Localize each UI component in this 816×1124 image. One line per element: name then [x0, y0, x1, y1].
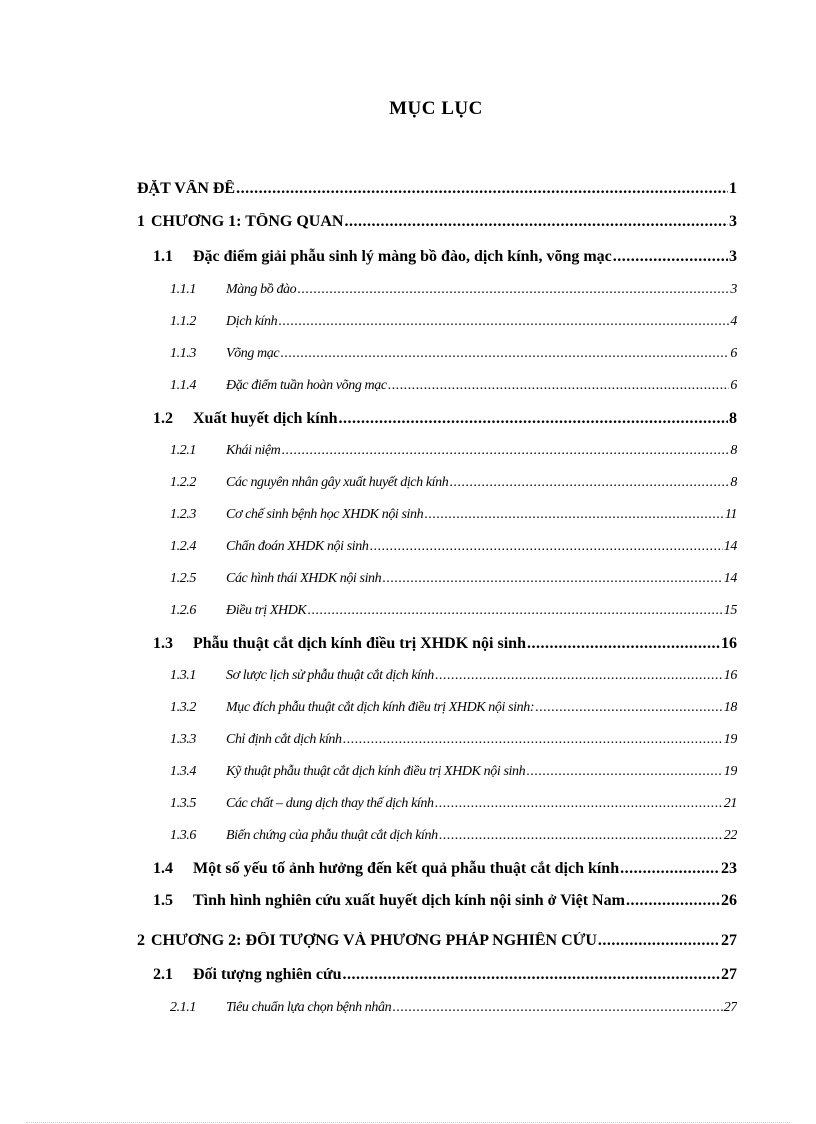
- toc-entry[interactable]: [170, 539, 737, 561]
- toc-entry-title: Màng bồ đào: [226, 282, 297, 297]
- toc-entry-number: 2.1: [153, 966, 173, 983]
- toc-page-number: 6: [730, 378, 737, 393]
- dot-leader: [626, 892, 720, 910]
- toc-entry-number: 1.3.2: [170, 700, 197, 715]
- toc-entry[interactable]: [170, 700, 737, 722]
- toc-page-number: 21: [723, 796, 737, 811]
- toc-entry[interactable]: [137, 180, 737, 202]
- toc-entry-number: 1.1: [153, 248, 173, 265]
- toc-entry-title: Tình hình nghiên cứu xuất huyết dịch kính nội sinh ở Việt Nam: [193, 892, 625, 909]
- toc-entry-title: Phẫu thuật cắt dịch kính điều trị XHDK nội sinh: [193, 635, 526, 652]
- toc-page-number: 6: [730, 346, 737, 361]
- toc-entry-number: 2.1.1: [170, 1000, 197, 1015]
- toc-page-number: 14: [723, 571, 737, 586]
- toc-entry[interactable]: [170, 764, 737, 786]
- toc-entry[interactable]: [170, 443, 737, 465]
- dot-leader: [297, 282, 729, 298]
- toc-page-number: 26: [721, 892, 737, 909]
- toc-entry-title: Võng mạc: [226, 346, 280, 361]
- toc-entry-title: Biến chứng của phẫu thuật cắt dịch kính: [226, 828, 438, 843]
- toc-entry-number: 1.3: [153, 635, 173, 652]
- dot-leader: [382, 571, 723, 587]
- toc-page-number: 4: [730, 314, 737, 329]
- toc-entry[interactable]: [170, 1000, 737, 1022]
- toc-entry[interactable]: [170, 732, 737, 754]
- toc-page-number: 27: [723, 1000, 737, 1015]
- toc-entry-title: Dịch kính: [226, 314, 278, 329]
- toc-entry-number: 1: [137, 213, 145, 230]
- toc-entry-title: Sơ lược lịch sử phẫu thuật cắt dịch kính: [226, 668, 434, 683]
- toc-entry[interactable]: [153, 966, 737, 988]
- toc-entry-number: 1.3.4: [170, 764, 197, 779]
- toc-entry-number: 1.2.6: [170, 603, 197, 618]
- toc-entry-number: 1.2.5: [170, 571, 197, 586]
- toc-entry-number: 1.1.1: [170, 282, 197, 297]
- toc-page-number: 11: [724, 507, 737, 522]
- toc-entry-number: 1.2.2: [170, 475, 197, 490]
- dot-leader: [236, 180, 728, 198]
- toc-entry-number: 1.3.5: [170, 796, 197, 811]
- toc-entry-number: 1.1.2: [170, 314, 197, 329]
- toc-entry-title: CHƯƠNG 1: TỔNG QUAN: [151, 213, 344, 230]
- toc-entry-title: Các nguyên nhân gây xuất huyết dịch kính: [226, 475, 449, 490]
- toc-page-number: 14: [723, 539, 737, 554]
- toc-entry-title: Điều trị XHDK: [226, 603, 307, 618]
- toc-entry[interactable]: [153, 410, 737, 432]
- toc-entry[interactable]: [153, 248, 737, 270]
- toc-entry[interactable]: [170, 282, 737, 304]
- toc-entry-number: 1.4: [153, 860, 173, 877]
- dot-leader: [392, 1000, 723, 1016]
- toc-page-number: 27: [721, 966, 737, 983]
- toc-entry-number: 1.2.4: [170, 539, 197, 554]
- toc-entry[interactable]: [170, 314, 737, 336]
- toc-page-number: 3: [729, 213, 737, 230]
- toc-entry-number: 2: [137, 932, 145, 949]
- toc-entry-title: Mục đích phẫu thuật cắt dịch kính điều trị XHDK nội sinh:: [226, 700, 535, 715]
- toc-entry-title: ĐẶT VẤN ĐỀ: [137, 180, 236, 197]
- toc-page-number: 22: [723, 828, 737, 843]
- toc-entry[interactable]: [153, 860, 737, 882]
- toc-entry[interactable]: [153, 892, 737, 914]
- toc-entry[interactable]: [137, 213, 737, 235]
- toc-entry-number: 1.5: [153, 892, 173, 909]
- page-title: MỤC LỤC: [389, 98, 483, 119]
- dot-leader: [343, 966, 720, 984]
- dot-leader: [280, 346, 729, 362]
- toc-entry-number: 1.1.3: [170, 346, 197, 361]
- toc-entry-title: Cơ chế sinh bệnh học XHDK nội sinh: [226, 507, 424, 522]
- toc-page-number: 18: [723, 700, 737, 715]
- toc-entry-number: 1.1.4: [170, 378, 197, 393]
- dot-leader: [535, 700, 723, 716]
- toc-entry-number: 1.2.3: [170, 507, 197, 522]
- toc-entry-title: Khái niệm: [226, 443, 281, 458]
- toc-entry[interactable]: [170, 796, 737, 818]
- toc-page-number: 27: [721, 932, 737, 949]
- toc-page-number: 23: [721, 860, 737, 877]
- toc-entry[interactable]: [170, 507, 737, 529]
- toc-entry-title: Các hình thái XHDK nội sinh: [226, 571, 382, 586]
- toc-entry[interactable]: [170, 346, 737, 368]
- toc-entry-title: Chỉ định cắt dịch kính: [226, 732, 342, 747]
- toc-page-number: 16: [721, 635, 737, 652]
- toc-entry-number: 1.2: [153, 410, 173, 427]
- dot-leader: [424, 507, 724, 523]
- toc-page-number: 8: [730, 475, 737, 490]
- dot-leader: [598, 932, 720, 950]
- dot-leader: [307, 603, 722, 619]
- toc-entry-title: Các chất – dung dịch thay thế dịch kính: [226, 796, 434, 811]
- toc-page-number: 8: [730, 443, 737, 458]
- toc-page-number: 3: [729, 248, 737, 265]
- dot-leader: [369, 539, 722, 555]
- dot-leader: [344, 213, 728, 231]
- toc-entry-title: Một số yếu tố ảnh hưởng đến kết quả phẫu thuật cắt dịch kính: [193, 860, 620, 877]
- dot-leader: [527, 635, 720, 653]
- toc-page-number: 19: [723, 732, 737, 747]
- toc-entry-number: 1.3.1: [170, 668, 197, 683]
- dot-leader: [343, 732, 723, 748]
- dot-leader: [613, 248, 728, 266]
- toc-entry[interactable]: [170, 668, 737, 690]
- toc-entry-title: Chẩn đoán XHDK nội sinh: [226, 539, 369, 554]
- dot-leader: [388, 378, 730, 394]
- toc-page-number: 3: [730, 282, 737, 297]
- toc-entry-title: Kỹ thuật phẫu thuật cắt dịch kính điều trị XHDK nội sinh: [226, 764, 526, 779]
- dot-leader: [281, 443, 729, 459]
- toc-entry-number: 1.2.1: [170, 443, 197, 458]
- toc-entry-title: Đặc điểm giải phẫu sinh lý màng bồ đào, dịch kính, võng mạc: [193, 248, 612, 265]
- toc-entry-title: Đặc điểm tuần hoàn võng mạc: [226, 378, 387, 393]
- dot-leader: [526, 764, 723, 780]
- toc-entry[interactable]: [170, 378, 737, 400]
- dot-leader: [339, 410, 729, 428]
- toc-entry-title: Tiêu chuẩn lựa chọn bệnh nhân: [226, 1000, 392, 1015]
- toc-entry[interactable]: [170, 571, 737, 593]
- toc-entry-title: CHƯƠNG 2: ĐỐI TƯỢNG VÀ PHƯƠNG PHÁP NGHIÊN CỨU: [151, 932, 597, 949]
- toc-entry[interactable]: [170, 475, 737, 497]
- toc-page-number: 8: [729, 410, 737, 427]
- toc-entry[interactable]: [170, 603, 737, 625]
- toc-entry[interactable]: [153, 635, 737, 657]
- toc-entry-number: 1.3.6: [170, 828, 197, 843]
- dot-leader: [435, 796, 723, 812]
- dot-leader: [278, 314, 729, 330]
- toc-entry[interactable]: [137, 932, 737, 954]
- toc-entry-title: Xuất huyết dịch kính: [193, 410, 338, 427]
- toc-page-number: 1: [729, 180, 737, 197]
- dot-leader: [449, 475, 729, 491]
- toc-page-number: 19: [723, 764, 737, 779]
- toc-entry[interactable]: [170, 828, 737, 850]
- dot-leader: [439, 828, 723, 844]
- toc-page-number: 15: [723, 603, 737, 618]
- dot-leader: [435, 668, 723, 684]
- toc-entry-number: 1.3.3: [170, 732, 197, 747]
- toc-entry-title: Đối tượng nghiên cứu: [193, 966, 342, 983]
- dot-leader: [620, 860, 720, 878]
- toc-page-number: 16: [723, 668, 737, 683]
